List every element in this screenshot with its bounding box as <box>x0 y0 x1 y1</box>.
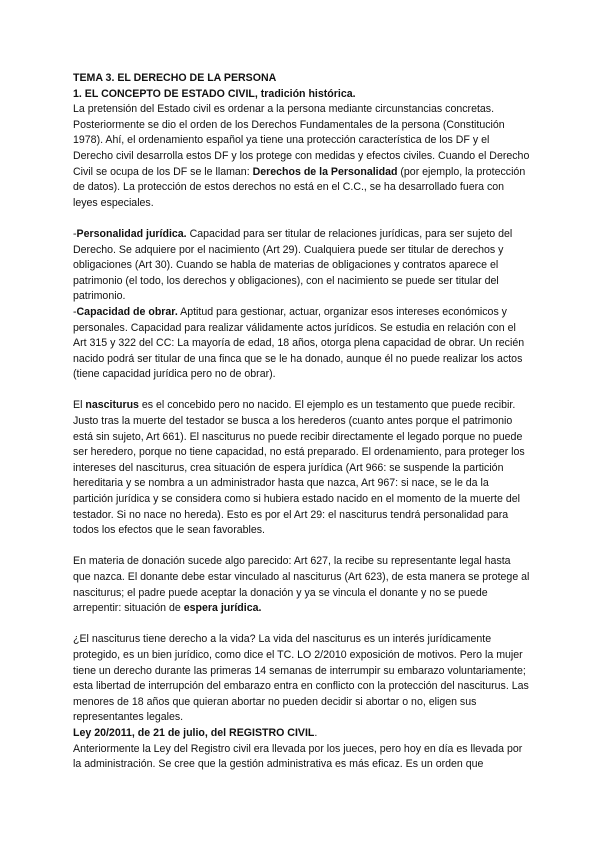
bold-term: nasciturus <box>85 399 139 412</box>
paragraph-text: Aptitud para gestionar, actuar, organizar esos intereses económicos y personales. Capacidad para realizar válidamente actos jurídicos. Se estudia en relación con el Art 315 y 322 del CC: La mayoría de edad, 18 años, otorga plena capacidad de obrar. Un recién nacido podrá ser titular de una finca que se le ha donado, aunque él no puede realizar los actos (tiene capacidad jurídica pero no de obrar). <box>73 305 525 381</box>
bullet-dash: - <box>73 305 77 318</box>
paragraph-text: Capacidad para ser titular de relaciones jurídicas, para ser sujeto del Derecho. Se adquiere por el nacimiento (Art 29). Cualquiera puede ser titular de derechos y obligaciones (Art 30). Cuando se habla de materias de obligaciones y contratos aparece el patrimonio (el todo, los derechos y obligaciones), con el nacimiento se puede ser titular del patrimonio. <box>73 227 513 303</box>
paragraph-gap <box>73 539 530 555</box>
bullet-dash: - <box>73 227 77 240</box>
law-heading-period: . <box>314 726 318 739</box>
paragraph-estado-civil <box>73 102 530 211</box>
law-heading <box>73 726 530 742</box>
paragraph-gap <box>73 383 530 399</box>
paragraph-text: El <box>73 399 86 412</box>
document-title: TEMA 3. EL DERECHO DE LA PERSONA <box>73 72 277 84</box>
bold-term: Capacidad de obrar. <box>76 305 178 318</box>
section-heading: 1. EL CONCEPTO DE ESTADO CIVIL, tradición histórica. <box>73 87 356 100</box>
paragraph-text: (por ejemplo, la protección de datos). La protección de estos derechos no está en el C.C., se ha desarrollado fuera con leyes especiales. <box>73 165 526 209</box>
paragraph-capacidad <box>73 305 530 383</box>
paragraph-donacion <box>73 554 530 616</box>
paragraph-gap <box>73 617 530 633</box>
bold-term: Personalidad jurídica. <box>76 227 187 240</box>
paragraph-gap <box>73 211 530 227</box>
paragraph-derecho-vida: ¿El nasciturus tiene derecho a la vida? La vida del nasciturus es un interés jurídicamente protegido, es un bien jurídico, como dice el TC. LO 2/2010 exposición de motivos. Pero la mujer tiene un derecho durante las primeras 14 semanas de interrumpir su embarazo voluntariamente; esta libertad de interrupción del embarazo entra en conflicto con la protección del nasciturus. Las menores de 18 años que quieran abortar no pueden decidir si abortar o no, eligen sus representantes legales. <box>73 633 529 724</box>
paragraph-personalidad <box>73 227 530 305</box>
bold-term: Derechos de la Personalidad <box>252 165 398 178</box>
paragraph-text: En materia de donación sucede algo parecido: Art 627, la recibe su representante legal hasta que nazca. El donante debe estar vinculado al nasciturus (Art 623), de esta manera se protege al nasciturus; el padre puede aceptar la donación y ya se vincula el donante y no se puede arrepentir: situación de <box>73 555 530 615</box>
paragraph-text: es el concebido pero no nacido. El ejemplo es un testamento que puede recibir. Justo tras la muerte del testador se busca a los herederos (cuanto antes porque el patrimonio está sin sujeto, Art 661). El nasciturus no puede recibir directamente el legado porque no puede ser heredero, porque no tiene capacidad, no está preparado. El ordenamiento, para proteger los intereses del nasciturus, crea situación de espera jurídica (Art 966: se suspende la partición hereditaria y se nombra a un administrador hasta que nazca, Art 967: si nace, se le da la partición jurídica y se considera como si hubiera estado nacido en el momento de la muerte del testador. Si no nace no hereda). Esto es por el Art 29: el nasciturus tendrá personalidad para todos los efectos que le sean favorables. <box>73 399 525 537</box>
law-heading-text: Ley 20/2011, de 21 de julio, del REGISTRO CIVIL <box>73 726 315 739</box>
paragraph-text: La pretensión del Estado civil es ordenar a la persona mediante circunstancias concretas. Posteriormente se dio el orden de los Derechos Fundamentales de la persona (Constitución 1978). Ahí, el ordenamiento español ya tiene una protección característica de los DF y el Derecho civil desarrolla estos DF y los protege con medidas y efectos civiles. Cuando el Derecho Civil se ocupa de los DF se le llaman: <box>73 103 530 178</box>
paragraph-nasciturus <box>73 398 530 538</box>
paragraph-registro: Anteriormente la Ley del Registro civil era llevada por los jueces, pero hoy en día es llevada por la administración. Se cree que la gestión administrativa es más eficaz. Es un orden que <box>73 742 523 771</box>
bold-term: espera jurídica. <box>183 602 262 615</box>
